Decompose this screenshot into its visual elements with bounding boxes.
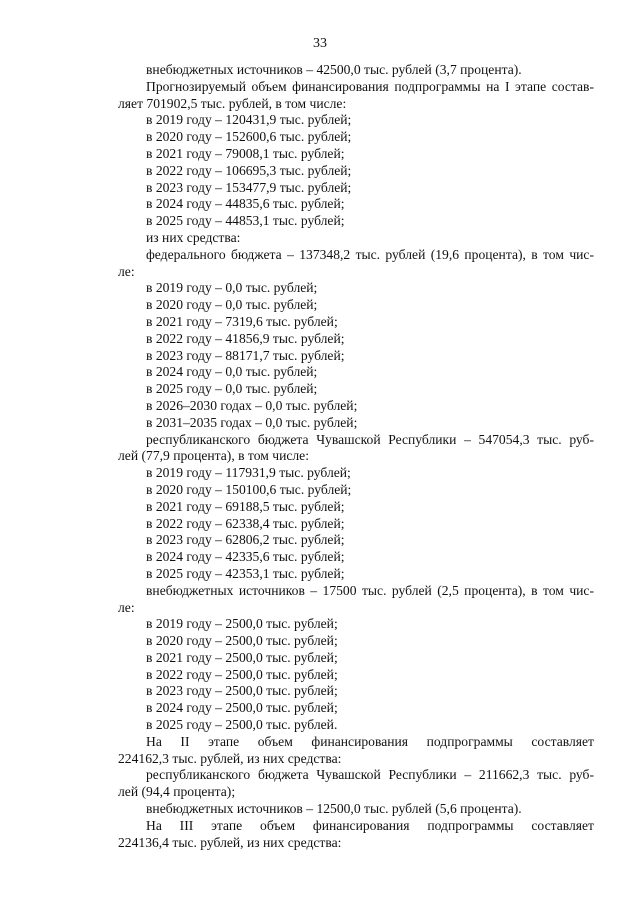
text-line: в 2019 году – 120431,9 тыс. рублей; (146, 112, 352, 128)
text-line: внебюджетных источников – 12500,0 тыс. рублей (5,6 процента). (146, 801, 522, 817)
text-line: в 2022 году – 106695,3 тыс. рублей; (146, 162, 352, 178)
text-line: в 2025 году – 42353,1 тыс. рублей; (146, 565, 345, 581)
text-line: ле: (118, 599, 135, 615)
text-line: лей (94,4 процента); (118, 784, 236, 800)
text-line: внебюджетных источников – 17500 тыс. рублей (2,5 процента), в том чис- (146, 582, 594, 598)
text-line: в 2022 году – 2500,0 тыс. рублей; (146, 666, 338, 682)
text-line: в 2024 году – 44835,6 тыс. рублей; (146, 196, 345, 212)
text-line: в 2024 году – 2500,0 тыс. рублей; (146, 700, 338, 716)
text-line: в 2021 году – 7319,6 тыс. рублей; (146, 313, 338, 329)
text-line: в 2024 году – 0,0 тыс. рублей; (146, 364, 318, 380)
text-line: в 2024 году – 42335,6 тыс. рублей; (146, 549, 345, 565)
text-line: ляет 701902,5 тыс. рублей, в том числе: (118, 95, 347, 111)
text-line: в 2019 году – 2500,0 тыс. рублей; (146, 616, 338, 632)
text-line: в 2022 году – 62338,4 тыс. рублей; (146, 515, 345, 531)
text-line: в 2023 году – 2500,0 тыс. рублей; (146, 683, 338, 699)
document-body (118, 62, 594, 851)
text-line: На II этапе объем финансирования подпрограммы составляет (146, 733, 594, 749)
text-line: 224136,4 тыс. рублей, из них средства: (118, 834, 342, 850)
text-line: республиканского бюджета Чувашской Республики – 547054,3 тыс. руб- (146, 431, 594, 447)
text-line: в 2031–2035 годах – 0,0 тыс. рублей; (146, 414, 358, 430)
text-line: республиканского бюджета Чувашской Республики – 211662,3 тыс. руб- (146, 767, 594, 783)
text-line: внебюджетных источников – 42500,0 тыс. рублей (3,7 процента). (146, 62, 522, 77)
text-line: лей (77,9 процента), в том числе: (118, 448, 309, 464)
text-line: в 2021 году – 69188,5 тыс. рублей; (146, 498, 345, 514)
text-line: в 2019 году – 117931,9 тыс. рублей; (146, 465, 351, 481)
text-line: в 2025 году – 2500,0 тыс. рублей. (146, 717, 338, 733)
text-line: федерального бюджета – 137348,2 тыс. рублей (19,6 процента), в том чис- (146, 246, 594, 262)
text-line: в 2023 году – 153477,9 тыс. рублей; (146, 179, 352, 195)
text-line: в 2022 году – 41856,9 тыс. рублей; (146, 330, 345, 346)
text-line: в 2023 году – 62806,2 тыс. рублей; (146, 532, 345, 548)
text-line: Прогнозируемый объем финансирования подпрограммы на I этапе состав- (146, 78, 594, 94)
text-line: в 2019 году – 0,0 тыс. рублей; (146, 280, 318, 296)
text-line: ле: (118, 263, 135, 279)
text-line: 224162,3 тыс. рублей, из них средства: (118, 750, 342, 766)
text-line: в 2026–2030 годах – 0,0 тыс. рублей; (146, 397, 358, 413)
text-line: в 2025 году – 0,0 тыс. рублей; (146, 381, 318, 397)
text-line: в 2020 году – 2500,0 тыс. рублей; (146, 633, 338, 649)
text-line: из них средства: (146, 229, 241, 245)
text-line: в 2020 году – 150100,6 тыс. рублей; (146, 481, 352, 497)
text-line: в 2023 году – 88171,7 тыс. рублей; (146, 347, 345, 363)
text-line: в 2020 году – 152600,6 тыс. рублей; (146, 129, 352, 145)
text-line: в 2021 году – 79008,1 тыс. рублей; (146, 145, 345, 161)
text-line: в 2021 году – 2500,0 тыс. рублей; (146, 649, 338, 665)
page-number: 33 (313, 36, 327, 51)
text-line: в 2020 году – 0,0 тыс. рублей; (146, 297, 318, 313)
text-line: На III этапе объем финансирования подпрограммы составляет (146, 817, 594, 833)
text-line: в 2025 году – 44853,1 тыс. рублей; (146, 213, 345, 229)
